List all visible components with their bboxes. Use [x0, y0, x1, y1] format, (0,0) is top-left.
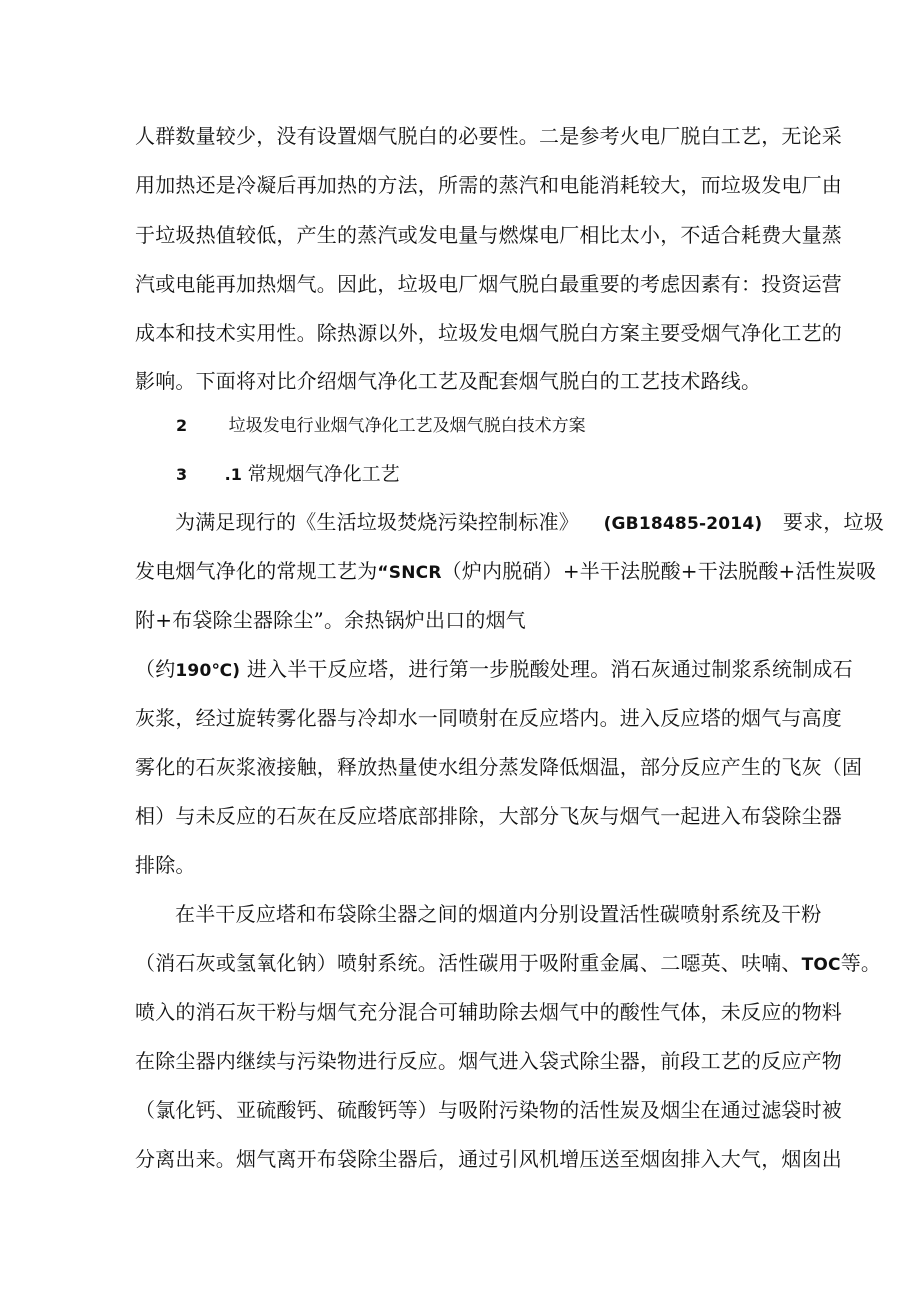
para2-line-8: 排除。 [135, 853, 196, 877]
subsection-title: 常规烟气净化工艺 [247, 463, 400, 485]
para1-line-2: 用加热还是冷凝后再加热的方法，所需的蒸汽和电能消耗较大，而垃圾发电厂由 [135, 173, 842, 197]
subsection-sub-number: .1 [224, 465, 242, 484]
subsection-heading [176, 460, 400, 489]
para3-text: （消石灰或氢氧化钠）喷射系统。活性碳用于吸附重金属、二噁英、呋喃、 [135, 951, 802, 975]
subsection-number: 3 [176, 465, 188, 484]
para3-line-1: 在半干反应塔和布袋除尘器之间的烟道内分别设置活性碳喷射系统及干粉 [175, 902, 822, 926]
para2-line-2 [135, 557, 877, 587]
para1-line-4: 汽或电能再加热烟气。因此，垃圾电厂烟气脱白最重要的考虑因素有：投资运营 [135, 272, 842, 296]
para2-line-7: 相）与未反应的石灰在反应塔底部排除，大部分飞灰与烟气一起进入布袋除尘器 [135, 804, 842, 828]
para2-line-1 [175, 508, 884, 538]
para2-text: 发电烟气净化的常规工艺为 [135, 559, 378, 583]
para3-line-3: 喷入的消石灰干粉与烟气充分混合可辅助除去烟气中的酸性气体，未反应的物料 [135, 1000, 842, 1024]
section-heading-2 [176, 412, 586, 440]
para2-line-4 [135, 655, 853, 685]
para2-line-5: 灰浆，经过旋转雾化器与冷却水一同喷射在反应塔内。进入反应塔的烟气与高度 [135, 706, 842, 730]
section-title: 垃圾发电行业烟气净化工艺及烟气脱白技术方案 [228, 416, 586, 436]
section-number: 2 [176, 416, 188, 435]
para2-temperature: 190℃) [175, 661, 241, 681]
para2-text: （炉内脱硝）+半干法脱酸+干法脱酸+活性炭吸 [441, 559, 877, 583]
para3-line-6: 分离出来。烟气离开布袋除尘器后，通过引风机增压送至烟囱排入大气，烟囱出 [135, 1147, 842, 1171]
para3-text: 等。 [840, 951, 882, 975]
para1-line-6: 影响。下面将对比介绍烟气净化工艺及配套烟气脱白的工艺技术路线。 [135, 369, 762, 393]
para3-line-5: （氯化钙、亚硫酸钙、硫酸钙等）与吸附污染物的活性炭及烟尘在通过滤袋时被 [135, 1098, 842, 1122]
para2-text: 进入半干反应塔，进行第一步脱酸处理。消石灰通过制浆系统制成石 [246, 657, 853, 681]
para1-line-3: 于垃圾热值较低，产生的蒸汽或发电量与燃煤电厂相比太小，不适合耗费大量蒸 [135, 223, 842, 247]
para3-line-4: 在除尘器内继续与污染物进行反应。烟气进入袋式除尘器，前段工艺的反应产物 [135, 1049, 842, 1073]
para1-line-1: 人群数量较少，没有设置烟气脱白的必要性。二是参考火电厂脱白工艺，无论采 [135, 124, 842, 148]
para2-text: （约 [135, 657, 176, 681]
para2-text: 要求，垃圾 [782, 510, 884, 534]
para2-text: 为满足现行的《生活垃圾焚烧污染控制标准》 [175, 510, 579, 534]
para2-line-6: 雾化的石灰浆液接触，释放热量使水组分蒸发降低烟温，部分反应产生的飞灰（固 [135, 755, 863, 779]
para2-line-3: 附+布袋除尘器除尘”。余热锅炉出口的烟气 [135, 608, 526, 632]
para2-sncr: “SNCR [377, 563, 442, 583]
para2-standard-code: (GB18485-2014) [603, 514, 763, 534]
para1-line-5: 成本和技术实用性。除热源以外，垃圾发电烟气脱白方案主要受烟气净化工艺的 [135, 321, 842, 345]
para3-toc: TOC [801, 955, 841, 975]
para3-line-2 [135, 949, 882, 979]
